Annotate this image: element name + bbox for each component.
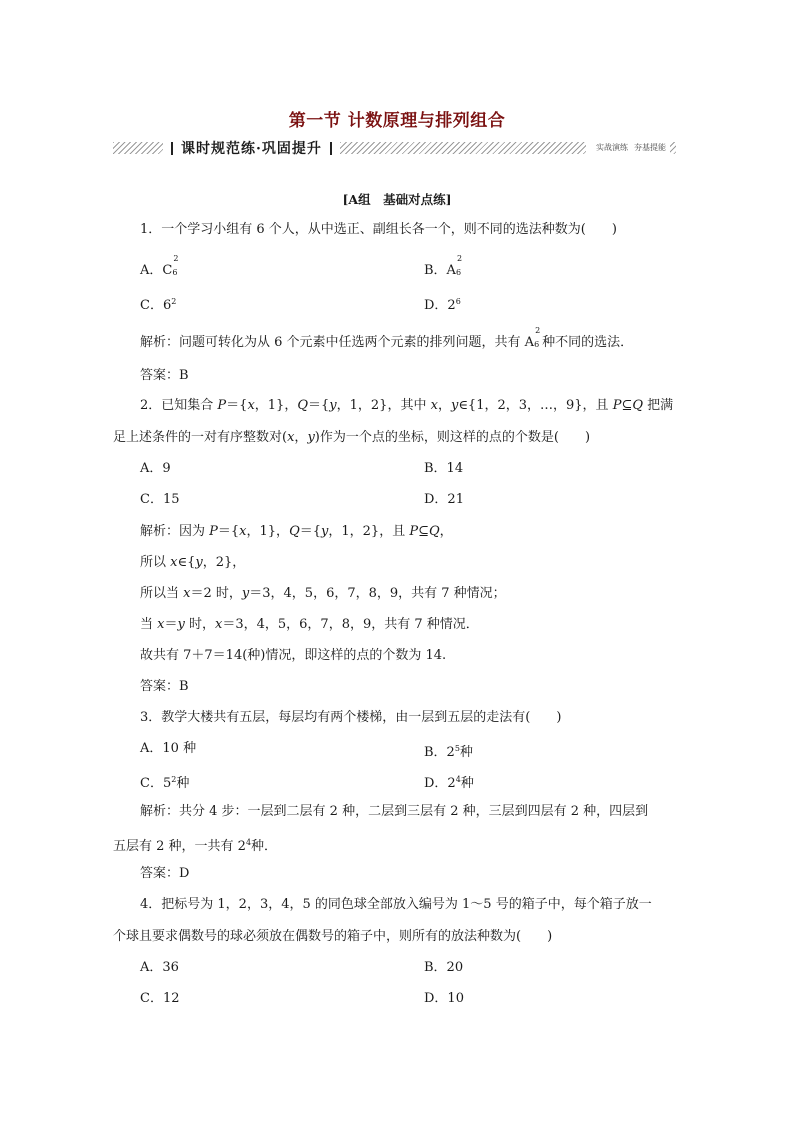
q2-option-c: C．15 [140,492,180,507]
q2-stem-text: ， [437,398,451,413]
q1-option-c-exp: 2 [171,297,177,306]
q1-analysis-post: 种不同的选法． [542,335,634,350]
q2-analysis-text: ⊆ [418,524,429,539]
q1-option-c-base: C．6 [140,298,172,313]
q1-answer: 答案：B [140,368,189,383]
q2-analysis-text: 当 [140,617,158,632]
q2-math-var: x [247,398,255,413]
section-title: 第一节 计数原理与排列组合 [288,111,506,131]
q1-option-d-base: D．2 [424,298,456,313]
q1-option-b-sup: 2 [456,254,463,263]
q2-analysis-line4 [140,617,479,633]
divider-bar-right [330,142,332,155]
q1-option-d-exp: 6 [455,297,461,306]
q3-analysis-exp: 4 [245,838,252,847]
banner-tag-right: 夯基提能 [634,143,666,152]
q2-stem-line2 [113,430,590,446]
q1-analysis-sub: 6 [534,340,540,349]
q2-analysis-text: ＝2 时， [190,586,242,601]
q1-option-c [140,294,176,314]
q2-math-var: y [195,555,203,570]
q3-analysis-line2 [113,835,277,855]
q2-analysis-line3 [140,586,506,602]
q2-stem-text: ⊆ [621,398,633,413]
q3-option-d-post: 种 [460,776,474,791]
banner-tag-left: 实战演练 [596,143,628,152]
q3-option-a: A．10 种 [140,741,197,756]
q1-stem: 1．一个学习小组有 6 个人，从中选正、副组长各一个，则不同的选法种数为( ) [140,222,617,237]
q2-stem-text: ， [294,430,308,445]
q2-math-var: y [307,430,315,445]
q1-option-b-prefix: B．A [424,263,456,278]
q1-analysis-sup: 2 [535,326,541,335]
q2-stem-text: ，1}， [254,398,298,413]
q2-analysis-text: ＝{ [299,524,322,539]
q2-stem-text: 足上述条件的一对有序整数对( [113,430,288,445]
q2-analysis-text: ，1}， [246,524,290,539]
q1-option-a [140,254,180,279]
q1-option-b-sub: 6 [455,268,462,277]
q1-option-b [424,254,464,279]
q2-math-var: y [321,524,329,539]
q2-analysis-line1 [140,524,453,540]
q2-analysis-text: ＝3，4，5，6，7，8，9，共有 7 种情况． [222,617,479,632]
q2-math-var: x [157,617,165,632]
q4-option-c: C．12 [140,991,180,1006]
group-title: [A组 基础对点练] [342,192,452,207]
q2-stem-text: 把满 [643,398,674,413]
q2-math-var: x [183,586,191,601]
q3-analysis-pre: 五层有 2 种，一共有 2 [113,839,246,854]
q1-option-d [424,294,461,314]
q3-option-d-base: D．2 [424,776,456,791]
q2-stem-text: ，1，2}，其中 [336,398,431,413]
q1-analysis-index [534,326,542,349]
q3-answer: 答案：D [140,866,190,881]
q2-stem-text: ∈{1，2，3，…，9}，且 [458,398,613,413]
q4-option-d: D．10 [424,991,464,1006]
divider-bar-left [171,142,173,155]
q2-math-var: P [217,398,227,413]
q1-option-a-sup: 2 [173,254,179,263]
q2-stem-text: ＝{ [226,398,248,413]
q2-stem-text: 2．已知集合 [140,398,218,413]
q2-math-var: P [612,398,622,413]
q2-math-var: Q [428,524,440,539]
q2-math-var: P [209,524,218,539]
q2-math-var: x [287,430,295,445]
q2-answer: 答案：B [140,679,189,694]
q2-analysis-text: ∈{ [177,555,196,570]
q2-math-var: Q [297,398,308,413]
q3-option-b-exp: 5 [454,744,460,753]
q2-analysis-text: ， [439,524,453,539]
q2-stem-line1 [140,398,673,414]
q2-math-var: x [430,398,438,413]
q4-stem-line2: 个球且要求偶数号的球必须放在偶数号的箱子中，则所有的放法种数为( ) [113,929,553,944]
q2-math-var: x [239,524,247,539]
q2-analysis-text: 所以 [140,555,171,570]
q4-option-a: A．36 [140,960,179,975]
q1-option-b-index [455,254,464,277]
q2-analysis-text: ＝3，4，5，6，7，8，9，共有 7 种情况； [249,586,506,601]
q3-analysis-post: 种． [251,839,278,854]
practice-banner [113,139,676,157]
q3-option-b [424,741,473,761]
q2-math-var: x [170,555,178,570]
q3-option-d [424,772,474,792]
q1-analysis-pre: 解析：问题可转化为从 6 个元素中任选两个元素的排列问题，共有 A [140,335,535,350]
q4-option-b: B．20 [424,960,464,975]
hatch-decoration-right [340,142,676,154]
q3-option-b-post: 种 [459,745,473,760]
q2-math-var: Q [289,524,300,539]
q2-math-var: y [241,586,250,601]
q2-math-var: x [215,617,223,632]
q2-option-d: D．21 [424,492,464,507]
q3-option-b-base: B．2 [424,745,455,760]
q1-option-a-prefix: A．C [140,263,173,278]
hatch-decoration-left [113,142,163,154]
q2-math-var: Q [632,398,644,413]
q3-option-c-exp: 2 [171,775,177,784]
q3-option-c-post: 种 [176,776,190,791]
q2-analysis-text: ，1，2}，且 [328,524,410,539]
q2-option-b: B．14 [424,461,464,476]
q2-stem-text: ＝{ [308,398,330,413]
q3-stem: 3．教学大楼共有五层，每层均有两个楼梯，由一层到五层的走法有( ) [140,710,562,725]
q2-analysis-text: ＝{ [217,524,240,539]
q2-stem-text: )作为一个点的坐标，则这样的点的个数是( ) [314,430,591,445]
q2-analysis-text: 时， [184,617,215,632]
q4-stem-line1: 4．把标号为 1，2，3，4，5 的同色球全部放入编号为 1～5 号的箱子中，每个箱子放一 [140,897,652,912]
q2-math-var: y [177,617,185,632]
q2-option-a: A．9 [140,461,171,476]
q2-math-var: y [450,398,459,413]
q2-analysis-text: ，2}， [202,555,246,570]
q1-option-a-index [172,254,180,277]
banner-title: 课时规范练·巩固提升 [181,141,322,157]
q3-option-c-base: C．5 [140,776,172,791]
q2-math-var: P [409,524,419,539]
q1-option-a-sub: 6 [172,268,178,277]
q2-analysis-text: 所以当 [140,586,184,601]
q2-math-var: y [329,398,337,413]
q2-analysis-line2 [140,555,245,571]
q3-option-d-exp: 4 [455,775,461,784]
q3-option-c [140,772,189,792]
q2-analysis-line5: 故共有 7＋7＝14(种)情况，即这样的点的个数为 14. [140,648,447,663]
banner-tag [586,141,670,155]
q3-analysis-line1: 解析：共分 4 步：一层到二层有 2 种，二层到三层有 2 种，三层到四层有 2 种，四层到 [140,804,649,819]
q2-analysis-text: ＝ [164,617,178,632]
q2-analysis-text: 解析：因为 [140,524,210,539]
q1-analysis [140,326,634,351]
